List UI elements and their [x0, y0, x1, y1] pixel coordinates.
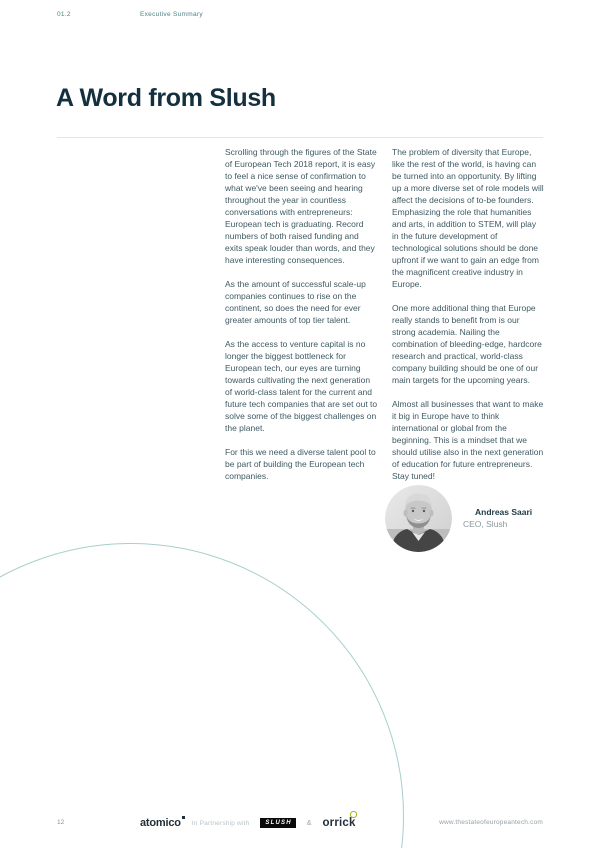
page-title: A Word from Slush [56, 84, 276, 112]
text-column-right [392, 146, 545, 494]
page-number: 12 [57, 819, 65, 826]
paragraph: Almost all businesses that want to make it big in Europe have to think international or global from the beginning. This is a mindset that we should utilise also in the next generation of education for future entrepreneurs. Stay tuned! [392, 399, 544, 481]
section-label: Executive Summary [140, 11, 203, 18]
partner-logos [140, 813, 356, 833]
section-number: 01.2 [57, 11, 71, 18]
slush-logo: SLUSH [260, 818, 295, 829]
partnership-text: In Partnership with [191, 819, 250, 827]
author-photo [385, 485, 452, 552]
atomico-mark-icon [182, 816, 185, 819]
page-footer [57, 813, 543, 833]
author-name: Andreas Saari [475, 507, 533, 517]
website-url: www.thestateofeuropeantech.com [439, 819, 543, 826]
paragraph: As the amount of successful scale-up companies continues to rise on the continent, so does the need for ever greater amounts of top tier talent. [225, 279, 366, 325]
body-columns [225, 146, 545, 494]
paragraph: For this we need a diverse talent pool to be part of building the European tech companies. [225, 447, 376, 481]
orrick-logo [322, 817, 355, 829]
orrick-logo-text: orrick [322, 817, 356, 829]
atomico-logo-text: atomico [140, 817, 181, 829]
header-divider [57, 137, 543, 138]
paragraph: Scrolling through the figures of the State of European Tech 2018 report, it is easy to feel a nice sense of confirmation to what we've been seeing and hearing throughout the year in countless conversations with entrepreneurs: European tech is graduating. Record numbers of both raised funding and exits speak louder than words, and they have interesting consequences. [225, 147, 377, 265]
author-role: CEO, Slush [463, 519, 508, 529]
ampersand: & [306, 819, 312, 827]
text-column-left [225, 146, 378, 494]
paragraph: One more additional thing that Europe really stands to benefit from is our strong academia. Nailing the combination of bleeding-edge, hardcore research and practical, world-class company building should be one of our main targets for the upcoming years. [392, 303, 542, 385]
paragraph: The problem of diversity that Europe, like the rest of the world, is having can be turned into an opportunity. By lifting up a more diverse set of role models will affect the decisions of to-be founders. Emphasizing the role that humanities and arts, in addition to STEM, will play in the future development of technological solutions should be done upfront if we want to gain an edge from the magnificent creative industry in Europe. [392, 147, 544, 289]
atomico-logo [140, 817, 181, 829]
orrick-ring-icon [350, 811, 357, 818]
paragraph: As the access to venture capital is no longer the biggest bottleneck for European tech, our eyes are turning towards cultivating the next generation of world-class talent for the current and future tech companies that are set out to solve some of the biggest challenges on the planet. [225, 339, 378, 433]
portrait-illustration [385, 485, 452, 552]
